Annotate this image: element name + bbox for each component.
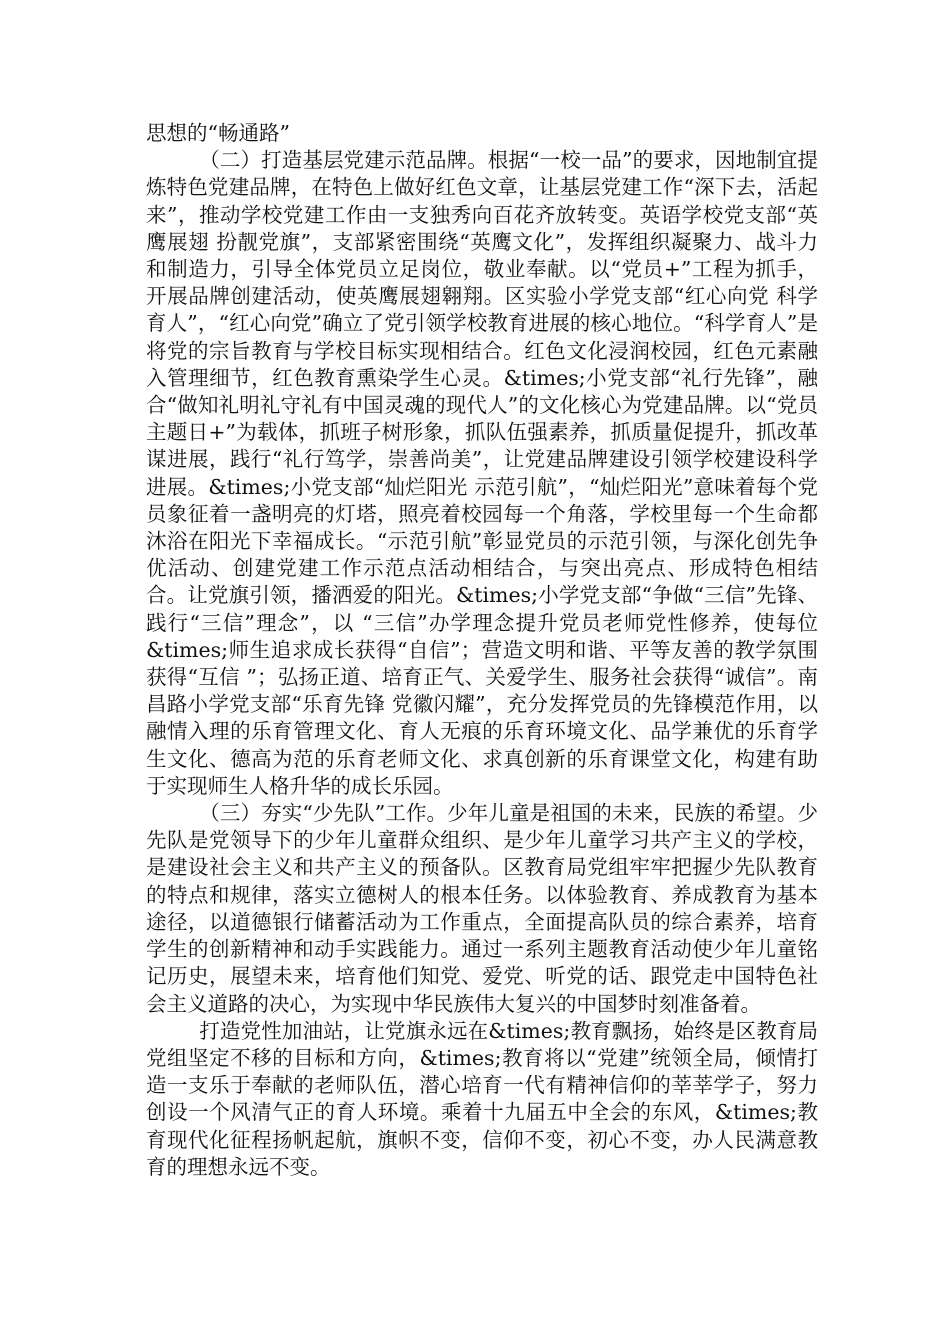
document-body — [146, 120, 818, 1181]
paragraph-continuation: 思想的“畅通路” — [146, 121, 290, 145]
paragraph-young-pioneers: （三）夯实“少先队”工作。少年儿童是祖国的未来，民族的希望。少先队是党领导下的少年儿童群众组织、是少年儿童学习共产主义的学校，是建设社会主义和共产主义的预备队。区教育局党组牢牢把握少先队教育的特点和规律，落实立德树人的根本任务。以体验教育、养成教育为基本途径，以道德银行储蓄活动为工作重点，全面提高队员的综合素养，培育学生的创新精神和动手实践能力。通过一系列主题教育活动使少年儿童铭记历史，展望未来，培育他们知党、爱党、听党的话、跟党走中国特色社会主义道路的决心，为实现中华民族伟大复兴的中国梦时刻准备着。 — [146, 801, 818, 1016]
paragraph-party-brand: （二）打造基层党建示范品牌。根据“一校一品”的要求，因地制宜提炼特色党建品牌，在特色上做好红色文章，让基层党建工作“深下去，活起来”，推动学校党建工作由一支独秀向百花齐放转变。英语学校党支部“英鹰展翅 扮靓党旗”，支部紧密围绕“英鹰文化”，发挥组织凝聚力、战斗力和制造力，引导全体党员立足岗位，敬业奉献。以“党员+”工程为抓手，开展品牌创建活动，使英鹰展翅翱翔。区实验小学党支部“红心向党 科学育人”，“红心向党”确立了党引领学校教育进展的核心地位。“科学育人”是将党的宗旨教育与学校目标实现相结合。红色文化浸润校园，红色元素融入管理细节，红色教育熏染学生心灵。&times;小党支部“礼行先锋”，融合“做知礼明礼守礼有中国灵魂的现代人”的文化核心为党建品牌。以“党员主题日+”为载体，抓班子树形象，抓队伍强素养，抓质量促提升，抓改革谋进展，践行“礼行笃学，崇善尚美”，让党建品牌建设引领学校建设科学进展。&times;小党支部“灿烂阳光 示范引航”，“灿烂阳光”意味着每个党员象征着一盏明亮的灯塔，照亮着校园每一个角落，学校里每一个生命都沐浴在阳光下幸福成长。“示范引航”彰显党员的示范引领，与深化创先争优活动、创建党建工作示范点活动相结合，与突出亮点、形成特色相结合。让党旗引领，播洒爱的阳光。&times;小学党支部“争做“三信”先锋、践行“三信”理念”，以 “三信”办学理念提升党员老师党性修养，使每位&times;师生追求成长获得“自信”；营造文明和谐、平等友善的教学氛围获得“互信 ”；弘扬正道、培育正气、关爱学生、服务社会获得“诚信”。南昌路小学党支部“乐育先锋 党徽闪耀”，充分发挥党员的先锋模范作用，以融情入理的乐育管理文化、育人无痕的乐育环境文化、品学兼优的乐育学生文化、德高为范的乐育老师文化、求真创新的乐育课堂文化，构建有助于实现师生人格升华的成长乐园。 — [146, 148, 818, 798]
paragraph-conclusion: 打造党性加油站，让党旗永远在&times;教育飘扬，始终是区教育局党组坚定不移的目标和方向，&times;教育将以“党建”统领全局，倾情打造一支乐于奉献的老师队伍，潜心培育一代有精神信仰的莘莘学子，努力创设一个风清气正的育人环境。乘着十九届五中全会的东风，&times;教育现代化征程扬帆起航，旗帜不变，信仰不变，初心不变，办人民满意教育的理想永远不变。 — [146, 1018, 818, 1179]
